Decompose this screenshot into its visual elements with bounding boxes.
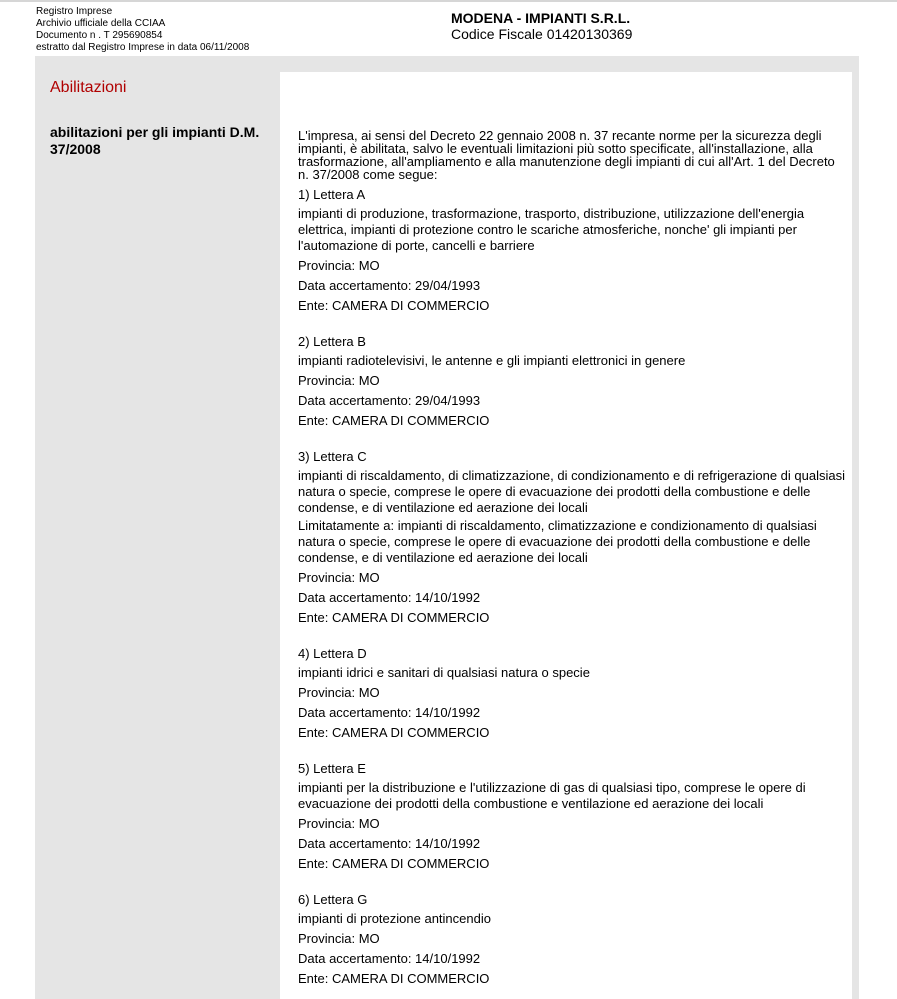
item-description: impianti di riscaldamento, di climatizzazione, di condizionamento e di refrigerazione di qualsiasi natura o specie, comprese le opere di evacuazione dei prodotti della combustione e delle condense, e di ventilazione ed aerazione dei locali	[298, 468, 845, 515]
item-data-accertamento: Data accertamento: 14/10/1992	[298, 590, 481, 605]
item-data-accertamento: Data accertamento: 29/04/1993	[298, 393, 481, 408]
list-item	[298, 759, 848, 874]
item-description: impianti di protezione antincendio	[298, 911, 491, 926]
extract-date-line: estratto dal Registro Imprese in data 06/11/2008	[36, 42, 250, 53]
section-label: abilitazioni per gli impianti D.M. 37/2008	[50, 124, 260, 157]
company-header	[451, 10, 632, 42]
item-ente: Ente: CAMERA DI COMMERCIO	[298, 610, 490, 625]
registry-line: Registro Imprese	[36, 6, 113, 17]
intro-text: L'impresa, ai sensi del Decreto 22 gennaio 2008 n. 37 recante norme per la sicurezza degli impianti, è abilitata, salvo le eventuali limitazioni più sotto specificate, all'installazione, alla trasformazione, all'ampliamento e alla manutenzione degli impianti di cui all'Art. 1 del Decreto n. 37/2008 come segue:	[298, 128, 835, 182]
item-data-accertamento: Data accertamento: 14/10/1992	[298, 951, 481, 966]
item-title: 3) Lettera C	[298, 449, 367, 464]
item-ente: Ente: CAMERA DI COMMERCIO	[298, 725, 490, 740]
document-number-line: Documento n . T 295690854	[36, 30, 163, 41]
item-provincia: Provincia: MO	[298, 816, 380, 831]
item-title: 2) Lettera B	[298, 334, 366, 349]
item-data-accertamento: Data accertamento: 29/04/1993	[298, 278, 481, 293]
registry-info	[36, 6, 249, 54]
section-title: Abilitazioni	[50, 79, 127, 96]
list-item	[298, 447, 848, 628]
item-data-accertamento: Data accertamento: 14/10/1992	[298, 836, 481, 851]
item-description: impianti per la distribuzione e l'utilizzazione di gas di qualsiasi tipo, comprese le opere di evacuazione dei prodotti della combustione e ventilazione ed aerazione dei locali	[298, 780, 806, 811]
item-title: 5) Lettera E	[298, 761, 366, 776]
item-ente: Ente: CAMERA DI COMMERCIO	[298, 856, 490, 871]
item-description: impianti di produzione, trasformazione, trasporto, distribuzione, utilizzazione dell'energia elettrica, impianti di protezione contro le scariche atmosferiche, nonche' gli impianti per l'automazione di porte, cancelli e barriere	[298, 206, 805, 253]
archive-line: Archivio ufficiale della CCIAA	[36, 18, 166, 29]
item-ente: Ente: CAMERA DI COMMERCIO	[298, 971, 490, 986]
item-provincia: Provincia: MO	[298, 570, 380, 585]
item-description: impianti radiotelevisivi, le antenne e gli impianti elettronici in genere	[298, 353, 686, 368]
item-title: 4) Lettera D	[298, 646, 367, 661]
item-data-accertamento: Data accertamento: 14/10/1992	[298, 705, 481, 720]
top-border	[0, 0, 897, 2]
item-title: 1) Lettera A	[298, 187, 366, 202]
section-content	[280, 72, 852, 999]
item-limitation: Limitatamente a: impianti di riscaldamento, climatizzazione e condizionamento di qualsiasi natura o specie, comprese le opere di evacuazione dei prodotti della combustione e delle condense, e di ventilazione ed aerazione dei locali	[298, 518, 817, 565]
list-item	[298, 185, 848, 316]
list-item	[298, 890, 848, 989]
list-item	[298, 332, 848, 431]
item-title: 6) Lettera G	[298, 892, 368, 907]
company-name: MODENA - IMPIANTI S.R.L.	[451, 10, 631, 26]
item-provincia: Provincia: MO	[298, 931, 380, 946]
item-provincia: Provincia: MO	[298, 258, 380, 273]
fiscal-code: Codice Fiscale 01420130369	[451, 26, 633, 42]
item-provincia: Provincia: MO	[298, 373, 380, 388]
list-item	[298, 644, 848, 743]
item-ente: Ente: CAMERA DI COMMERCIO	[298, 298, 490, 313]
abilitazioni-list	[298, 185, 848, 989]
item-ente: Ente: CAMERA DI COMMERCIO	[298, 413, 490, 428]
item-description: impianti idrici e sanitari di qualsiasi natura o specie	[298, 665, 590, 680]
item-provincia: Provincia: MO	[298, 685, 380, 700]
